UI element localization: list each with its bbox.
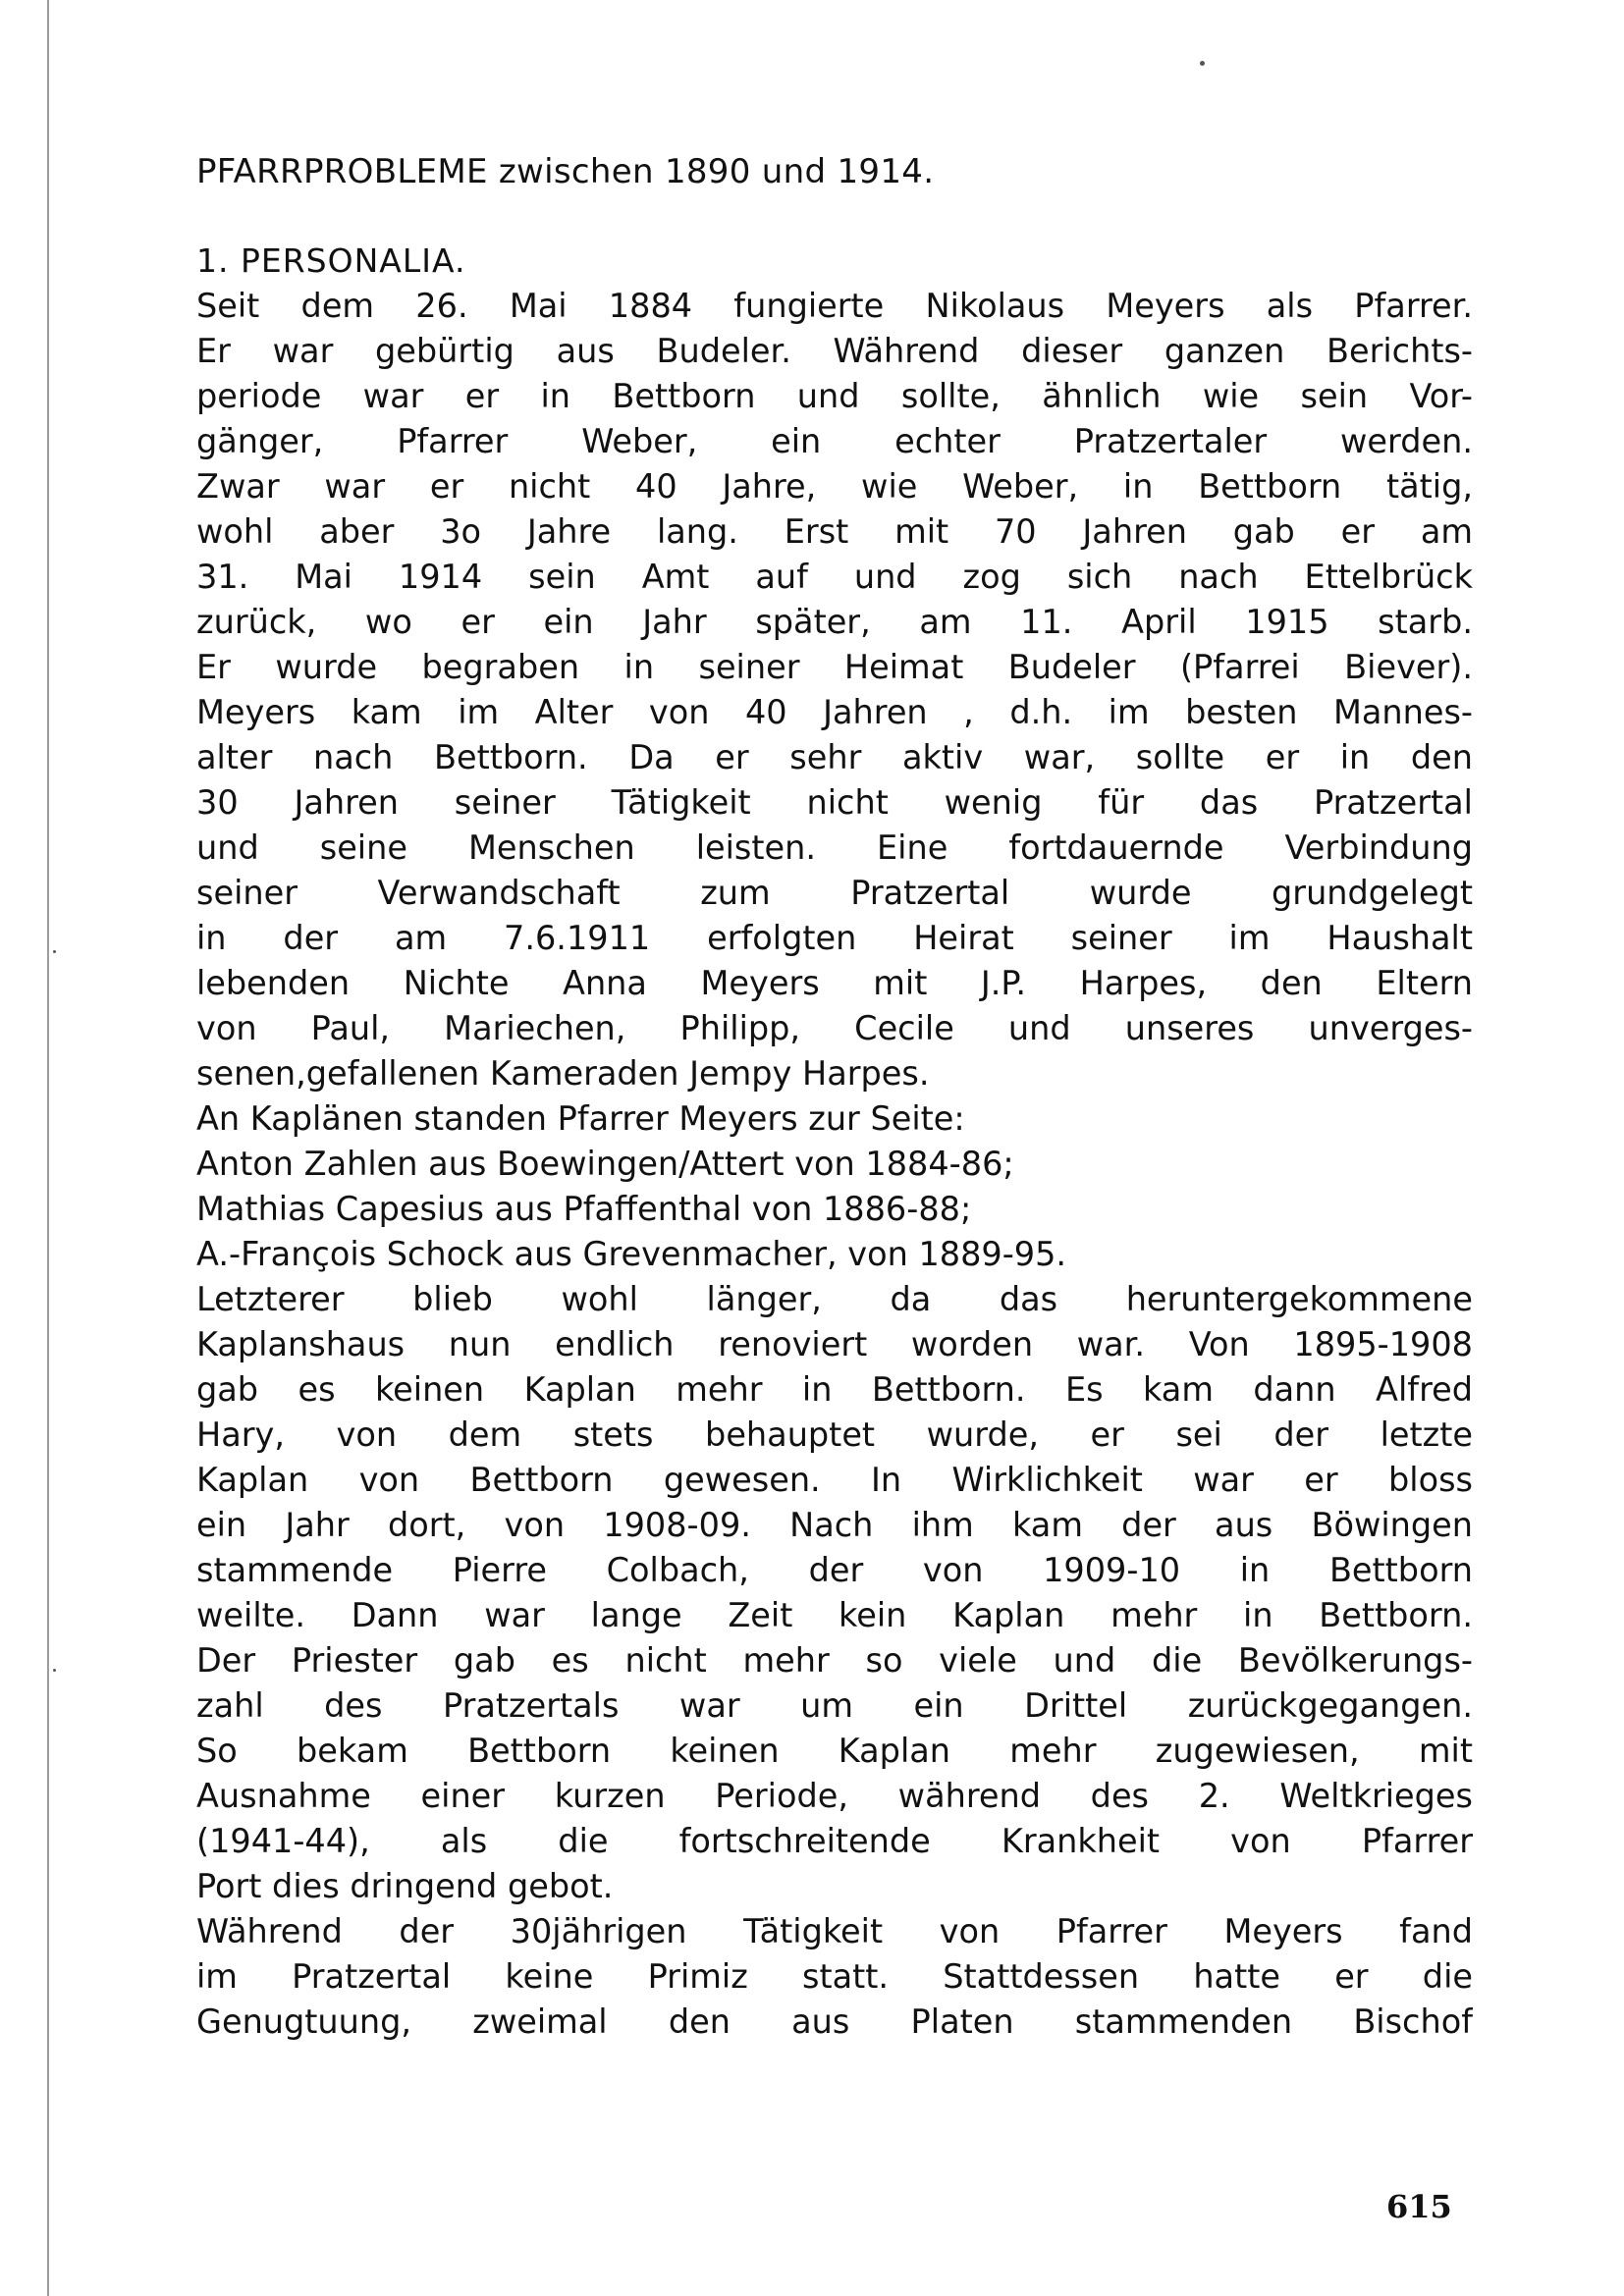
scan-edge-line (47, 0, 49, 2296)
text-line: gänger, Pfarrer Weber, ein echter Pratzertaler werden. (196, 422, 1473, 460)
text-line: An Kaplänen standen Pfarrer Meyers zur Seite: (196, 1099, 965, 1138)
text-line: A.-François Schock aus Grevenmacher, von 1889-95. (196, 1235, 1067, 1273)
text-line: in der am 7.6.1911 erfolgten Heirat seiner im Haushalt (196, 919, 1473, 957)
text-line: wohl aber 3o Jahre lang. Erst mit 70 Jahren gab er am (196, 512, 1473, 551)
text-line: Er wurde begraben in seiner Heimat Budeler (Pfarrei Biever). (196, 648, 1473, 686)
text-line: Kaplanshaus nun endlich renoviert worden war. Von 1895-1908 (196, 1325, 1473, 1363)
text-line: zurück, wo er ein Jahr später, am 11. April 1915 starb. (196, 603, 1473, 641)
text-line: Meyers kam im Alter von 40 Jahren , d.h. im besten Mannes- (196, 693, 1473, 731)
text-line: Port dies dringend gebot. (196, 1867, 614, 1905)
text-line: 30 Jahren seiner Tätigkeit nicht wenig für das Pratzertal (196, 783, 1473, 822)
text-line: ein Jahr dort, von 1908-09. Nach ihm kam der aus Böwingen (196, 1506, 1473, 1544)
text-line: gab es keinen Kaplan mehr in Bettborn. Es kam dann Alfred (196, 1370, 1473, 1409)
text-line: Er war gebürtig aus Budeler. Während dieser ganzen Berichts- (196, 332, 1473, 370)
body-text (196, 284, 1473, 2045)
text-line: Während der 30jährigen Tätigkeit von Pfarrer Meyers fand (196, 1912, 1473, 1950)
text-line: zahl des Pratzertals war um ein Drittel zurückgegangen. (196, 1686, 1473, 1725)
text-line: Zwar war er nicht 40 Jahre, wie Weber, in Bettborn tätig, (196, 467, 1473, 506)
text-line: von Paul, Mariechen, Philipp, Cecile und unseres unverges- (196, 1009, 1473, 1047)
text-line: Hary, von dem stets behauptet wurde, er sei der letzte (196, 1415, 1473, 1454)
text-line: seiner Verwandschaft zum Pratzertal wurde grundgelegt (196, 874, 1473, 912)
text-line: Anton Zahlen aus Boewingen/Attert von 1884-86; (196, 1145, 1014, 1183)
text-line: im Pratzertal keine Primiz statt. Stattdessen hatte er die (196, 1957, 1473, 1996)
text-line: Ausnahme einer kurzen Periode, während des 2. Weltkrieges (196, 1777, 1473, 1815)
text-line: Genugtuung, zweimal den aus Platen stammenden Bischof (196, 2002, 1473, 2041)
text-line: Letzterer blieb wohl länger, da das heruntergekommene (196, 1280, 1473, 1318)
text-line: 31. Mai 1914 sein Amt auf und zog sich nach Ettelbrück (196, 558, 1473, 596)
scan-speck (53, 950, 56, 953)
text-line: Kaplan von Bettborn gewesen. In Wirklichkeit war er bloss (196, 1461, 1473, 1499)
text-line: So bekam Bettborn keinen Kaplan mehr zugewiesen, mit (196, 1732, 1473, 1770)
document-page (196, 147, 1473, 2045)
text-line: Seit dem 26. Mai 1884 fungierte Nikolaus Meyers als Pfarrer. (196, 287, 1473, 325)
scan-speck (1200, 61, 1205, 66)
text-line: senen,gefallenen Kameraden Jempy Harpes. (196, 1054, 930, 1093)
section-heading: 1. PERSONALIA. (196, 241, 466, 280)
text-line: alter nach Bettborn. Da er sehr aktiv war, sollte er in den (196, 738, 1473, 776)
scan-speck (53, 1669, 56, 1672)
document-title: PFARRPROBLEME zwischen 1890 und 1914. (196, 152, 935, 191)
text-line: weilte. Dann war lange Zeit kein Kaplan mehr in Bettborn. (196, 1596, 1473, 1634)
text-line: und seine Menschen leisten. Eine fortdauernde Verbindung (196, 828, 1473, 867)
text-line: stammende Pierre Colbach, der von 1909-10 in Bettborn (196, 1551, 1473, 1589)
text-line: lebenden Nichte Anna Meyers mit J.P. Harpes, den Eltern (196, 964, 1473, 1002)
text-line: periode war er in Bettborn und sollte, ähnlich wie sein Vor- (196, 377, 1473, 415)
text-line: Mathias Capesius aus Pfaffenthal von 1886-88; (196, 1190, 972, 1228)
text-line: Der Priester gab es nicht mehr so viele und die Bevölkerungs- (196, 1641, 1473, 1680)
text-line: (1941-44), als die fortschreitende Krankheit von Pfarrer (196, 1822, 1473, 1860)
page-number: 615 (1386, 2188, 1452, 2225)
